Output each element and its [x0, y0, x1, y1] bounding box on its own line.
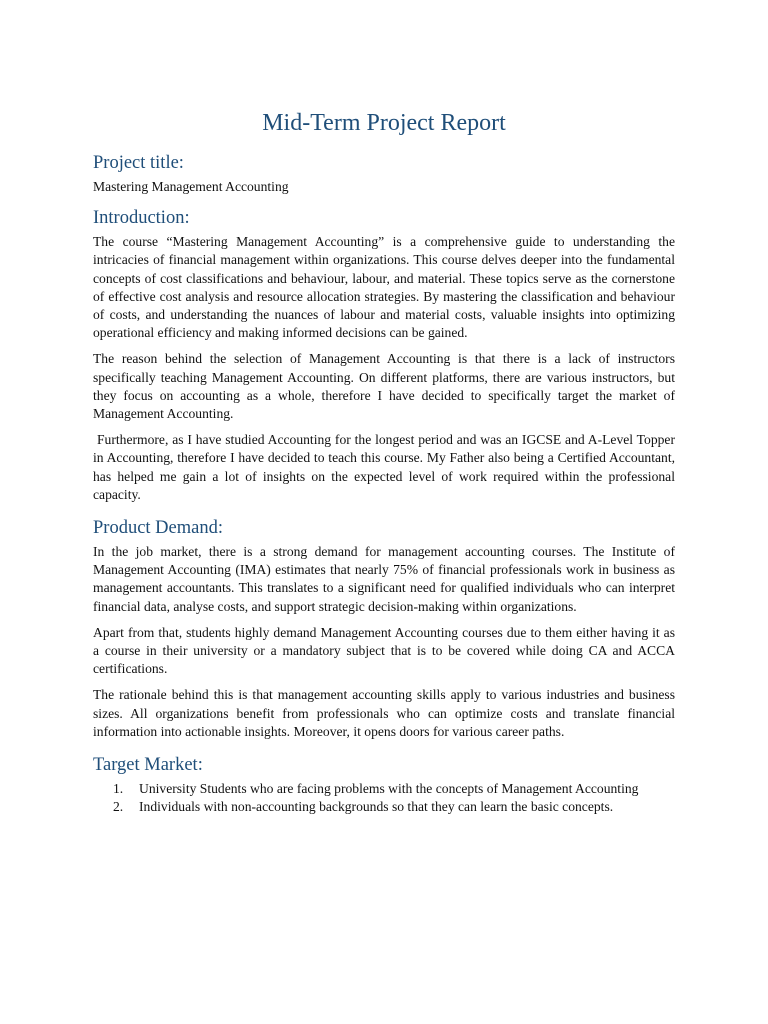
list-item [93, 780, 675, 798]
page-content [93, 106, 675, 816]
introduction-paragraph-3: Furthermore, as I have studied Accounting for the longest period and was an IGCSE and A-Level Topper in Accounting, therefore I have decided to teach this course. My Father also being a Certified Accountant, has helped me gain a lot of insights on the expected level of work required within the professional capacity. [93, 432, 675, 502]
section-target-market [93, 753, 675, 816]
product-demand-paragraph-3: The rationale behind this is that management accounting skills apply to various industries and business sizes. All organizations benefit from professionals who can optimize costs and translate financial information into actionable insights. Moreover, it opens doors for various career paths. [93, 687, 675, 739]
section-introduction [93, 206, 675, 504]
project-title-text: Mastering Management Accounting [93, 179, 289, 194]
target-market-list [93, 780, 675, 816]
document-title: Mid-Term Project Report [262, 110, 506, 136]
section-project-title [93, 151, 675, 196]
section-product-demand [93, 516, 675, 741]
list-item-text: University Students who are facing problems with the concepts of Management Accounting [139, 781, 639, 797]
list-item-text: Individuals with non-accounting backgrounds so that they can learn the basic concepts. [139, 799, 614, 815]
target-market-heading: Target Market: [93, 755, 203, 776]
product-demand-heading: Product Demand: [93, 518, 223, 539]
project-title-heading: Project title: [93, 153, 184, 173]
introduction-paragraph-1: The course “Mastering Management Accounting” is a comprehensive guide to understanding the intricacies of financial management within organizations. This course delves deeper into the fundamental concepts of cost classifications and behaviour, labour, and material. These topics serve as the cornerstone of effective cost analysis and resource allocation strategies. By mastering the classification and behaviour of costs, and understanding the nuances of labour and material costs, valuable insights into optimizing operational efficiency and making informed decisions can be gained. [93, 234, 675, 341]
list-item-number: 1. [113, 781, 124, 797]
introduction-heading: Introduction: [93, 208, 190, 229]
introduction-paragraph-2: The reason behind the selection of Management Accounting is that there is a lack of instructors specifically teaching Management Accounting. On different platforms, there are various instructors, but they focus on accounting as a whole, therefore I have decided to specifically target the market of Management Accounting. [93, 351, 675, 422]
product-demand-paragraph-1: In the job market, there is a strong demand for management accounting courses. The Institute of Management Accounting (IMA) estimates that nearly 75% of financial professionals work in business as management accountants. This translates to a significant need for qualified individuals who can interpret financial data, analyse costs, and support strategic decision-making within organizations. [93, 544, 675, 614]
list-item-number: 2. [113, 799, 124, 815]
list-item [93, 798, 675, 816]
product-demand-paragraph-2: Apart from that, students highly demand Management Accounting courses due to them either having it as a course in their university or a mandatory subject that is to be covered while doing CA and ACCA certifications. [93, 624, 675, 677]
